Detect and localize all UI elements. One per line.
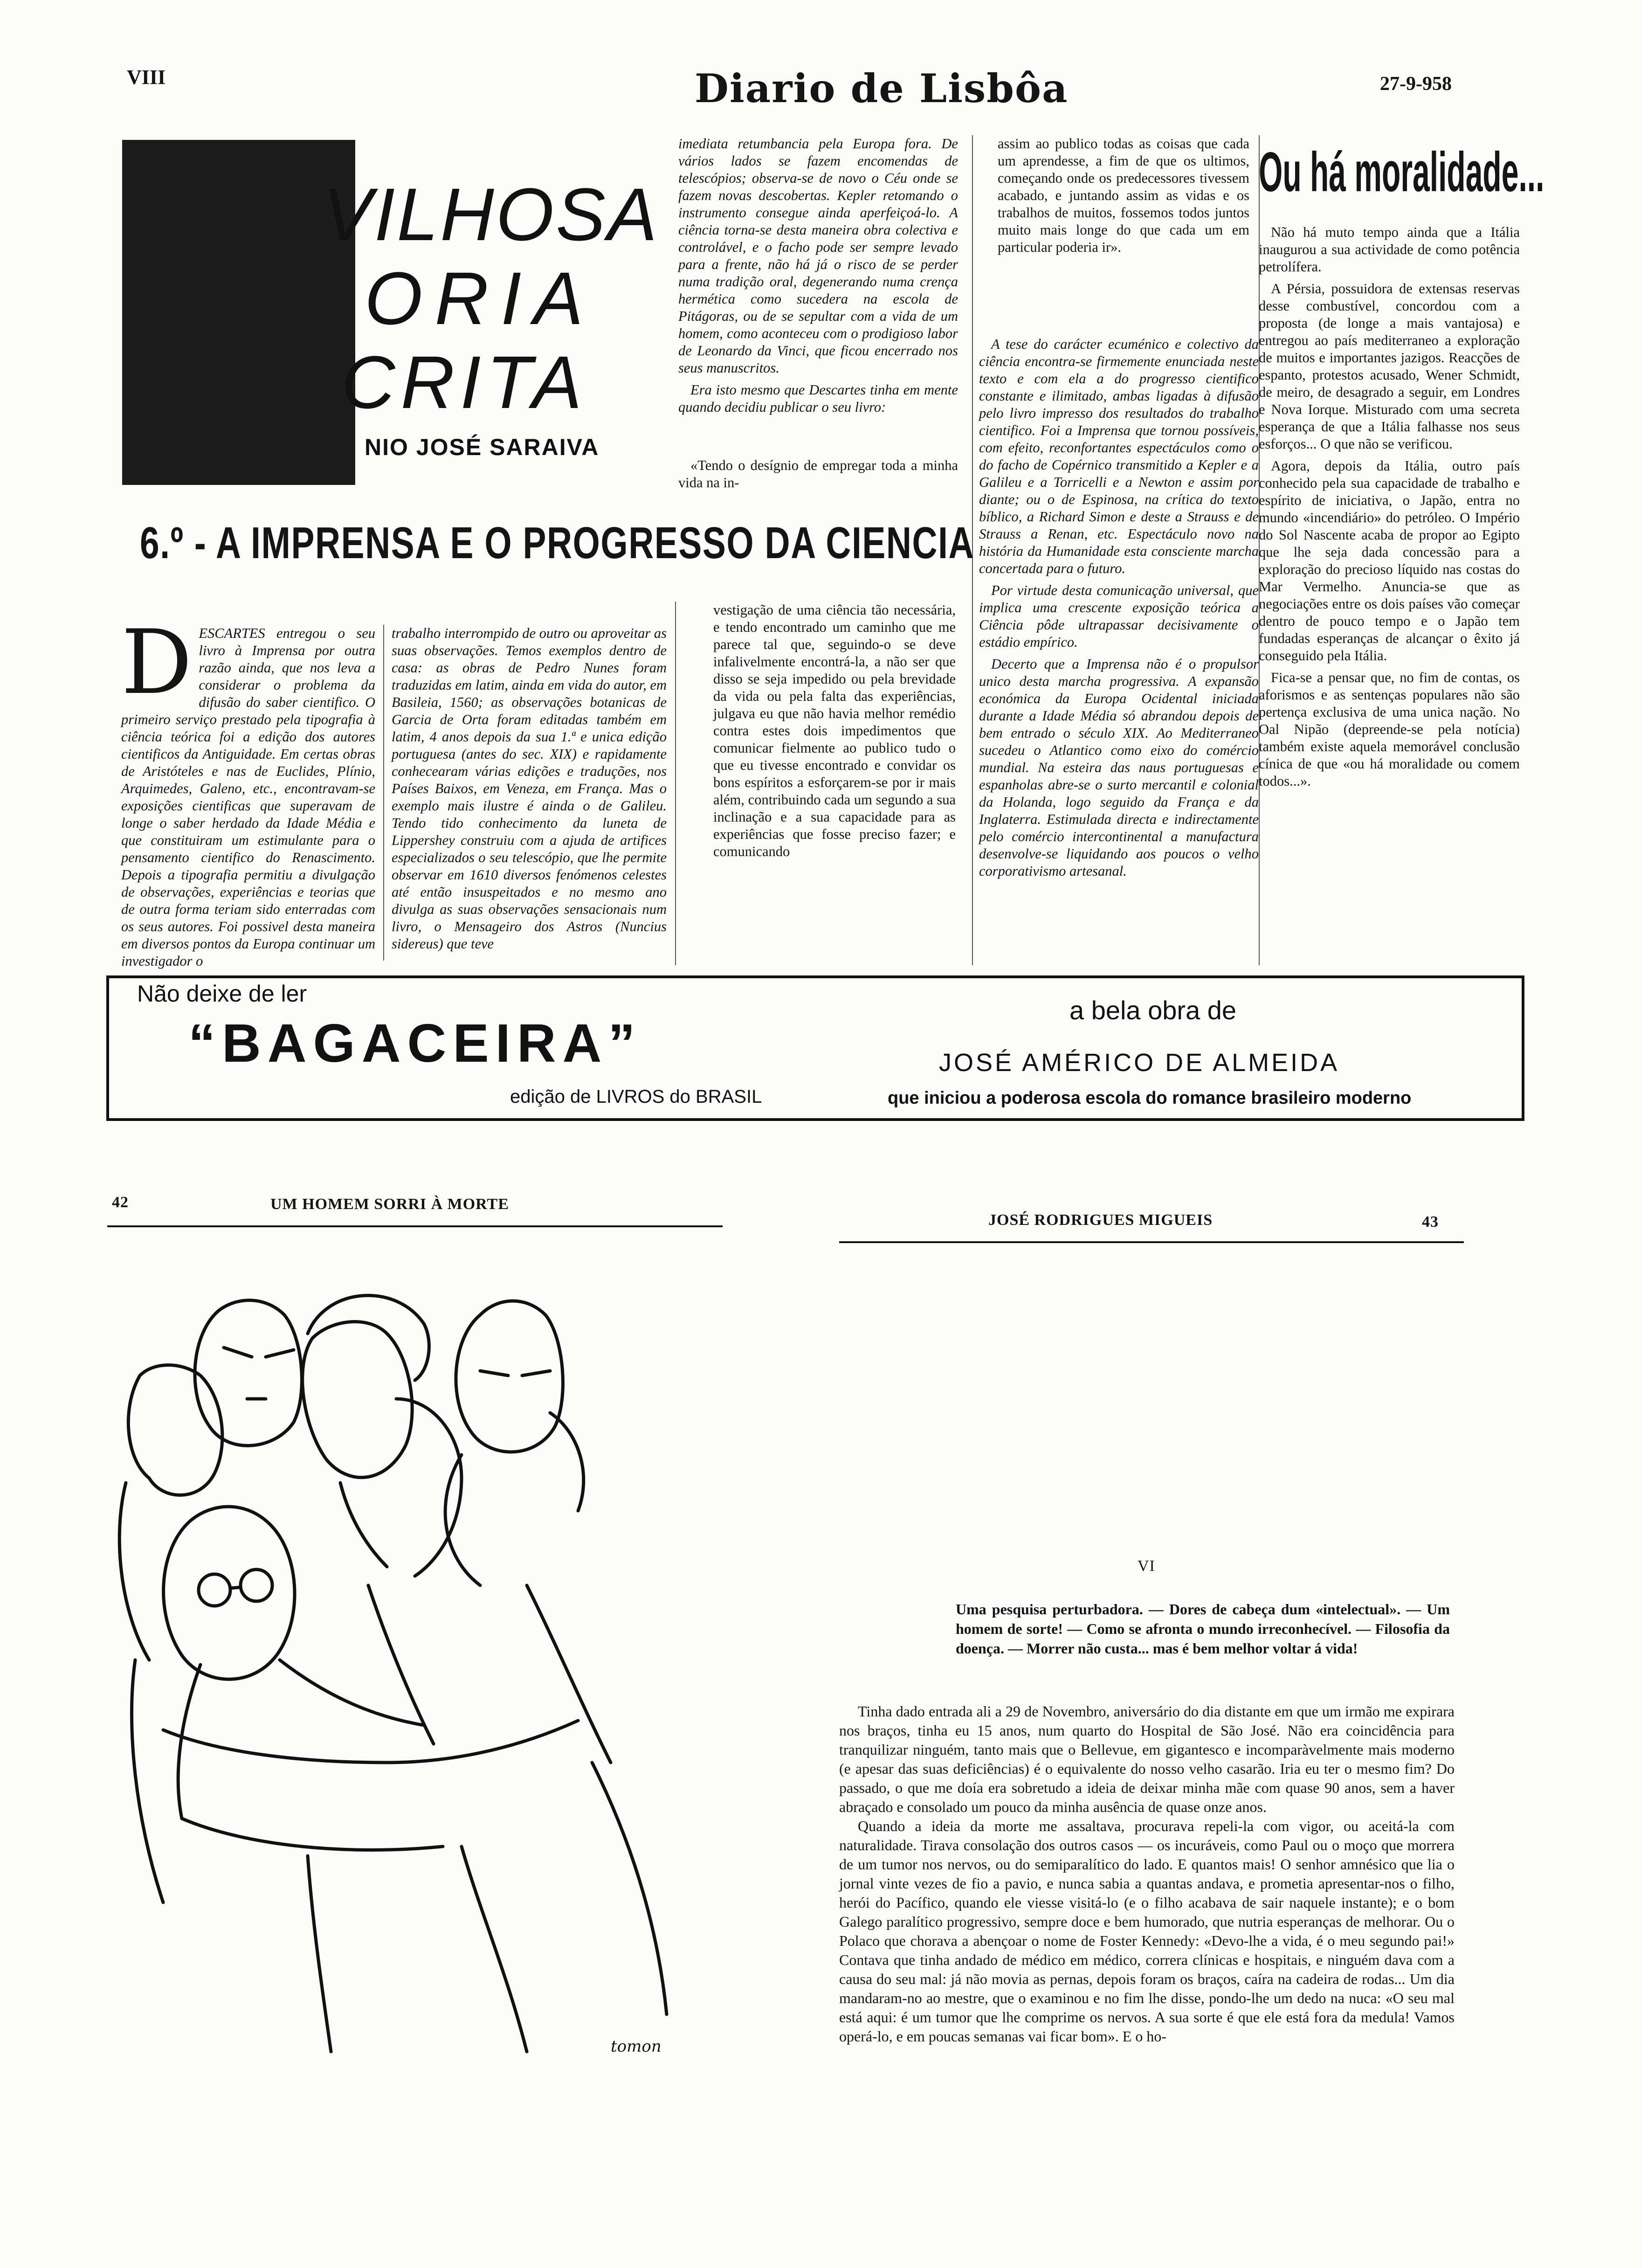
title-line-2: ORIA: [365, 256, 596, 340]
chapter-summary: Uma pesquisa perturbadora. — Dores de cabeça dum «intelectual». — Um homem de sorte! — Como se afronta o mundo irreconhecível. — Filosofia da doença. — Morrer não custa... mas é bem melhor voltar á vida!: [956, 1601, 1450, 1657]
paragraph: Agora, depois da Itália, outro país conhecido pela sua capacidade de trabalho e espírito de iniciativa, o Japão, entra no mundo «incendiário» do petróleo. O Império do Sol Nascente acaba de propor ao Egipto que lhe seja dada concessão para a exploração do precioso líquido nas costas do Mar Vermelho. Anuncia-se que as negociações entre os dois países vão começar dentro de pouco tempo e o Japão tem fundadas esperanças de alcançar o êxito já conseguido pela Itália.: [1259, 458, 1520, 664]
paragraph: imediata retumbancia pela Europa fora. De vários lados se fazem encomendas de telescópios; observa-se de novo o Céu onde se fazem novas descobertas. Kepler retomando o instrumento consegue ainda aperfeiçoá-lo. A ciência torna-se desta maneira obra colectiva e controlável, e o facho pode ser sempre levado para a frente, não há já o risco de se perder numa tradição oral, degenerando numa crença hermética como sucedera na escola de Pitágoras, ou de se sepultar com a vida de um homem, como aconteceu com o prodigioso labor de Leonardo da Vinci, que ficou encerrado nos seus manuscritos.: [678, 136, 958, 376]
ad-line-1: Não deixe de ler: [137, 981, 307, 1007]
column-top-mid: [678, 135, 958, 421]
masthead: Diario de Lisbôa: [695, 65, 1069, 111]
column-bottom-1: [121, 611, 375, 970]
illustration-signature: tomon: [611, 2037, 662, 2056]
paragraph: ESCARTES entregou o seu livro à Imprensa por outra razão ainda, que nos leva a considerar o problema da difusão do saber cientifico. O primeiro serviço prestado pela tipografia à ciência teórica foi a edição dos autores cientificos da Antiguidade. Em certas obras de Aristóteles e nas de Euclides, Plínio, Arquimedes, Galeno, etc., encontravam-se exposições cientificas que superavam de longe o saber herdado da Idade Média e que constituiram um estimulante para o pensamento cientifico do Renascimento. Depois a tipografia permitiu a divulgação de observações, experiências e teorias que de outra forma teriam sido enterradas com os seus autores. Foi possivel desta maneira em diversos pontos da Europa continuar um investigador o: [121, 625, 375, 969]
paragraph: Por virtude desta comunicação universal, que implica uma crescente exposição teórica a Ciência pôde ultrapassar decisivamente o estádio empírico.: [979, 582, 1259, 650]
ad-title: “BAGACEIRA”: [188, 1013, 642, 1073]
book-page-right: 43: [1422, 1213, 1439, 1231]
ad-edition: edição de LIVROS do BRASIL: [510, 1086, 762, 1107]
drop-cap: D: [121, 611, 193, 714]
dark-photo-block: [122, 140, 355, 485]
paragraph: A Pérsia, possuidora de extensas reservas desse combustível, concordou com a proposta (de longe a mais vantajosa) e entregou ao país mediterraneo a exploração de muitos e importantes jazigos. Reacções de espanto, protestos acusado, Wener Schmidt, de meiro, de desagrado a seguir, em Londres e Nova Iorque. Misturado com uma secreta esperança de que a Itália falhasse nos seus esforços... O que não se verificou.: [1259, 281, 1520, 452]
title-line-3: CRITA: [341, 340, 588, 424]
title-line-1: VILHOSA: [323, 173, 659, 256]
book-title-left: UM HOMEM SORRI À MORTE: [270, 1196, 509, 1213]
paragraph: Tinha dado entrada ali a 29 de Novembro, aniversário do dia distante em que um irmão me expirara nos braços, tinha eu 15 anos, num quarto do Hospital de São José. Não era coincidência para tranquilizar ninguém, tanto mais que o Bellevue, em gigantesco e incomparàvelmente mais moderno (e apesar das suas deficiências) é o equivalente do nosso velho casarão. Iria eu ter o mesmo fim? Do passado, o que me doía era sobretudo a ideia de deixar minha mãe com quase 90 anos, sem a haver abraçado e consolado um pouco da minha ausência de quase onze anos.: [839, 1703, 1455, 1815]
column-right-continuation: [979, 336, 1259, 885]
ad-author: JOSÉ AMÉRICO DE ALMEIDA: [939, 1049, 1340, 1077]
book-page-left: 42: [112, 1194, 129, 1211]
ad-box: [106, 975, 1524, 1121]
paragraph: Decerto que a Imprensa não é o propulsor unico desta marcha progressiva. A expansão económica da Europa Ocidental iniciada durante a Idade Média só abrandou depois de bem entrado o século XIX. Ao Mediterraneo sucedeu o Atlantico como eixo do comércio mundial. Na esteira das naus portuguesas e espanholas abre-se o surto mercantil e colonial da Holanda, logo seguido da França e da Inglaterra. Estimulada directa e indirectamente pelo comércio intercontinental a manufactura desenvolve-se liquidando aos poucos o velho corporativismo artesanal.: [979, 656, 1259, 879]
paragraph: Não há muto tempo ainda que a Itália inaugurou a sua actividade de como potência petrolífera.: [1259, 224, 1520, 275]
feature-title-image: [122, 140, 659, 485]
paragraph: trabalho interrompido de outro ou aproveitar as suas observações. Temos exemplos dentro de casa: as obras de Pedro Nunes foram traduzidas em latim, ainda em vida do autor, em Basileia, 1560; as observações botanicas de Garcia de Orta foram editadas também em latim, 4 anos depois da sua 1.ª e unica edição portuguesa (antes do sec. XIX) e rapidamente conhecearam várias edições e traduções, nos Países Baixos, em Veneza, em França. Mas o exemplo mais ilustre é ainda o de Galileu. Tendo tido conhecimento da luneta de Lippershey construiu com a ajuda de artifices especializados o seu telescópio, que lhe permite observar em 1610 diversos fenómenos celestes até então insuspeitados e no mesmo ano divulga as suas observações sensacionais num livro, o Mensageiro dos Astros (Nuncius sidereus) que teve: [392, 625, 667, 952]
paragraph: «Tendo o desígnio de empregar toda a minha vida na in-: [678, 457, 958, 491]
figure-outline: [128, 1365, 222, 1495]
book-body: [839, 1702, 1455, 2046]
feature-byline: NIO JOSÉ SARAIVA: [365, 434, 600, 460]
column-top-mid-quote: [678, 457, 958, 496]
moral-column: [1259, 224, 1520, 795]
issue-date: 27-9-958: [1380, 73, 1452, 95]
book-rule-left: [107, 1225, 723, 1227]
section-title: 6.º - A IMPRENSA E O PROGRESSO DA CIENCIA: [140, 518, 975, 568]
paragraph: Fica-se a pensar que, no fim de contas, os aforismos e as sentenças populares não são pertença exclusiva de uma unica nação. No Oal Nipão (depreende-se pela notícia) também existe aquela memorável conclusão cínica de que «ou há moralidade ou comem todos...».: [1259, 670, 1520, 789]
moral-title: Ou há moralidade...: [1259, 141, 1544, 203]
column-rule: [383, 625, 384, 961]
paragraph: vestigação de uma ciência tão necessária, e tendo encontrado um caminho que me parece tal que, seguindo-o se deve infalivelmente encontrá-la, a não ser que disso se seja impedido ou pela brevidade da vida ou pela falta das experiências, julgava eu que não havia melhor remédio contra estes dois impedimentos que comunicar fielmente ao publico tudo o que eu tivesse encontrado e convidar os bons espíritos a esforçarem-se por ir mais além, contribuindo cada um segundo a sua inclinação e a sua capacidade para as experiências que fosse preciso fazer; e comunicando: [713, 602, 956, 859]
column-bottom-2: [392, 625, 667, 957]
illustration-five-men: [107, 1259, 751, 2089]
column-rule: [675, 602, 676, 965]
page-number-left: VIII: [127, 66, 166, 89]
paragraph: Quando a ideia da morte me assaltava, procurava repeli-la com vigor, ou aceitá-la com naturalidade. Tirava consolação dos outros casos — os incuráveis, como Paul ou o moço que morrera de um tumor nos nervos, ou do semiparalítico do lado. E quantos mais! O senhor amnésico que lia o jornal vinte vezes de fio a pavio, e nunca sabia a quantas andava, e prometia apresentar-nos o filho, herói do Pacífico, quando ele viesse visitá-lo (e o filho acabava de sair naquele instante); e o bom Galego paralítico progressivo, sempre doce e bem humorado, que nutria esperanças de melhorar. Ou o Polaco que chorava a abençoar o nome de Foster Kennedy: «Devo-lhe a vida, é o meu segundo pai!» Contava que tinha andado de médico em médico, correra clínicas e hospitais, e ninguém dava com a causa do seu mal: já não movia as pernas, depois foram os braços, caíra na cadeira de rodas... Um dia mandaram-no ao mestre, que o examinou e no fim lhe disse, pondo-lhe um dedo na nuca: «O seu mal está aqui: é um tumor que lhe comprime os nervos. A sua sorte é que ele está fora da medula! Vamos operá-lo, e em poucas semanas vai ficar bom». E o ho-: [839, 1818, 1455, 2045]
paragraph: Era isto mesmo que Descartes tinha em mente quando decidiu publicar o seu livro:: [678, 382, 958, 415]
paragraph: assim ao publico todas as coisas que cada um aprendesse, a fim de que os ultimos, começando onde os predecessores tivessem acabado, e juntando assim as vidas e os trabalhos de muitos, fossemos todos juntos muito mais longe do que cada um em particular poderia ir».: [998, 136, 1249, 255]
paragraph: A tese do carácter ecuménico e colectivo da ciência encontra-se firmemente enunciada neste texto e com ela a do progresso cientifico constante e ilimitado, ambas ligadas à difusão pelo livro impresso dos resultados do trabalho cientifico. Foi a Imprensa que tornou possíveis, com efeito, reconfortantes espectáculos como o do facho de Copérnico transmitido a Kepler e a Galileu e a Torricelli e a Newton e assim por diante; ou o de Espinosa, na crítica do texto bíblico, a Richard Simon e deste a Strauss e de Strauss a Renan, etc. Espectáculo novo na história da Humanidade esta consciente marcha concertada para o futuro.: [979, 336, 1259, 576]
book-rule-right: [839, 1241, 1464, 1243]
ad-right-1: a bela obra de: [1069, 996, 1237, 1025]
column-bottom-3: [713, 602, 956, 865]
ad-tagline: que iniciou a poderosa escola do romance brasileiro moderno: [888, 1088, 1412, 1108]
book-title-right: JOSÉ RODRIGUES MIGUEIS: [988, 1211, 1213, 1229]
chapter-number: VI: [1138, 1557, 1155, 1575]
column-top-right-a: [998, 135, 1249, 261]
